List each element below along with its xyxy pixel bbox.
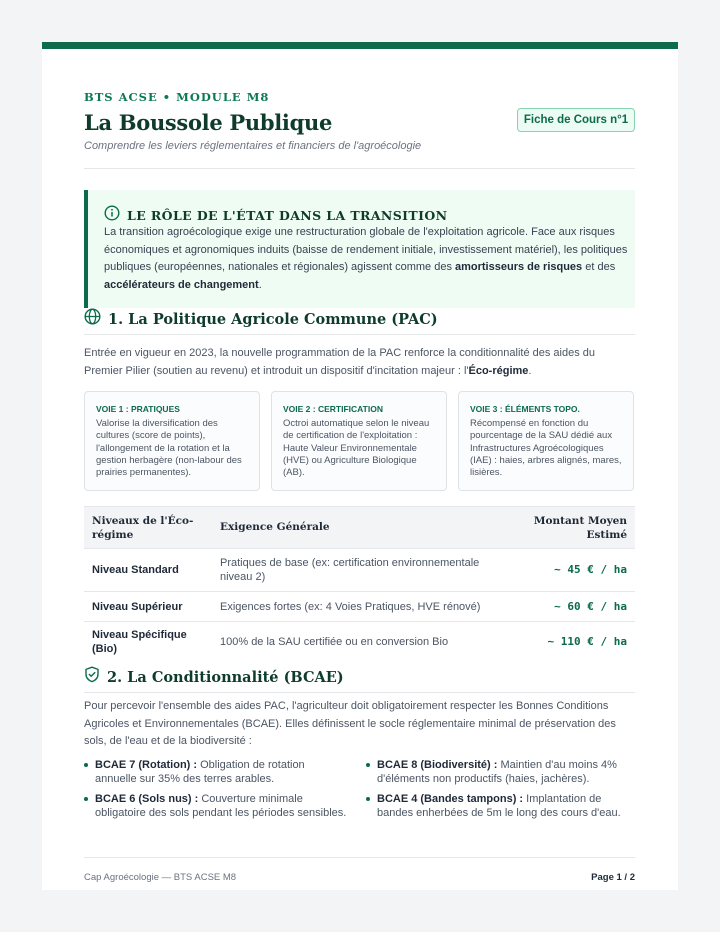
section-2-divider xyxy=(84,692,635,693)
row-level: Niveau Supérieur xyxy=(92,601,183,613)
callout-text: La transition agroécologique exige une restructuration globale de l'exploitation agricole. Face aux risques économiques et agronomiques induits (baisse de rendement initiale, investissement matériel), les politiques publiques (européennes, nationales et régionales) agissent comme des amortisseurs de risques et des accélérateurs de changement. xyxy=(104,226,628,291)
section-1-title: 1. La Politique Agricole Commune (PAC) xyxy=(108,310,438,328)
row-requirement: Exigences fortes (ex: 4 Voies Pratiques, HVE rénové) xyxy=(220,601,481,613)
footer-divider xyxy=(84,857,635,858)
section-1-divider xyxy=(84,334,635,335)
top-accent-bar xyxy=(42,42,678,49)
list-item: BCAE 8 (Biodiversité) : Maintien d'au moins 4% d'éléments non productifs (haies, jachères). xyxy=(366,758,631,786)
row-amount: ~ 110 € / ha xyxy=(547,635,627,648)
voie-1-card xyxy=(84,391,260,491)
header-divider xyxy=(84,168,635,169)
course-kicker: BTS ACSE • MODULE M8 xyxy=(84,90,270,104)
section-1-intro: Entrée en vigueur en 2023, la nouvelle programmation de la PAC renforce la conditionnalité des aides du Premier Pilier (soutien au revenu) et introduit un dispositif d'incitation majeur : l'Éco-régime. xyxy=(84,347,596,377)
bcae-list-right xyxy=(366,758,631,826)
voie-3-card xyxy=(458,391,634,491)
card-title: VOIE 1 : PRATIQUES xyxy=(96,404,180,414)
voie-2-card xyxy=(271,391,447,491)
callout-title: LE RÔLE DE L'ÉTAT DANS LA TRANSITION xyxy=(127,208,448,223)
footer-left: Cap Agroécologie — BTS ACSE M8 xyxy=(84,872,237,883)
row-requirement: Pratiques de base (ex: certification environnementale niveau 2) xyxy=(220,557,480,583)
header-level: Niveaux de l'Éco-régime xyxy=(92,515,194,541)
list-item: BCAE 4 (Bandes tampons) : Implantation de bandes enherbées de 5m le long des cours d'eau. xyxy=(366,792,631,820)
state-role-callout xyxy=(84,190,635,308)
section-2-title: 2. La Conditionnalité (BCAE) xyxy=(107,668,344,686)
section-2-heading xyxy=(84,666,344,688)
row-requirement: 100% de la SAU certifiée ou en conversion Bio xyxy=(220,636,449,648)
row-level: Niveau Spécifique (Bio) xyxy=(92,629,187,655)
eco-regime-table xyxy=(84,506,635,663)
header-requirement: Exigence Générale xyxy=(220,521,330,533)
card-description: Valorise la diversification des cultures (score de points), l'allongement de la rotation et la gestion herbagère (non-labour des prairies permanentes). xyxy=(96,418,242,479)
shield-check-icon xyxy=(84,666,100,688)
fiche-badge: Fiche de Cours n°1 xyxy=(517,108,635,132)
card-description: Octroi automatique selon le niveau de certification de l'exploitation : Haute Valeur Environnementale (HVE) ou Agriculture Biologique (AB). xyxy=(283,418,430,479)
table-row xyxy=(84,592,635,622)
row-amount: ~ 60 € / ha xyxy=(554,600,627,613)
table-row xyxy=(84,549,635,592)
globe-icon xyxy=(84,308,101,330)
row-level: Niveau Standard xyxy=(92,564,179,576)
section-1-heading xyxy=(84,308,438,330)
bcae-list-left xyxy=(84,758,349,826)
card-title: VOIE 2 : CERTIFICATION xyxy=(283,404,383,414)
section-2-intro: Pour percevoir l'ensemble des aides PAC, l'agriculteur doit obligatoirement respecter les Bonnes Conditions Agricoles et Environnementales (BCAE). Elles définissent le socle réglementaire minimal de préservation des sols, de l'eau et de la biodiversité : xyxy=(84,700,616,747)
info-circle-icon xyxy=(104,205,120,226)
list-item: BCAE 7 (Rotation) : Obligation de rotation annuelle sur 35% des terres arables. xyxy=(84,758,349,786)
page-number: Page 1 / 2 xyxy=(591,872,635,883)
list-item: BCAE 6 (Sols nus) : Couverture minimale obligatoire des sols pendant les périodes sensibles. xyxy=(84,792,349,820)
page-title: La Boussole Publique xyxy=(84,110,333,135)
row-amount: ~ 45 € / ha xyxy=(554,563,627,576)
table-row xyxy=(84,622,635,663)
card-description: Récompensé en fonction du pourcentage de la SAU dédié aux Infrastructures Agroécologiques (IAE) : haies, arbres alignés, mares, lisières. xyxy=(470,418,622,479)
table-header xyxy=(84,506,635,549)
page-subtitle: Comprendre les leviers réglementaires et financiers de l'agroécologie xyxy=(84,140,422,152)
header-amount: Montant Moyen Estimé xyxy=(533,515,627,541)
card-title: VOIE 3 : ÉLÉMENTS TOPO. xyxy=(470,404,580,414)
document-page xyxy=(42,42,678,890)
